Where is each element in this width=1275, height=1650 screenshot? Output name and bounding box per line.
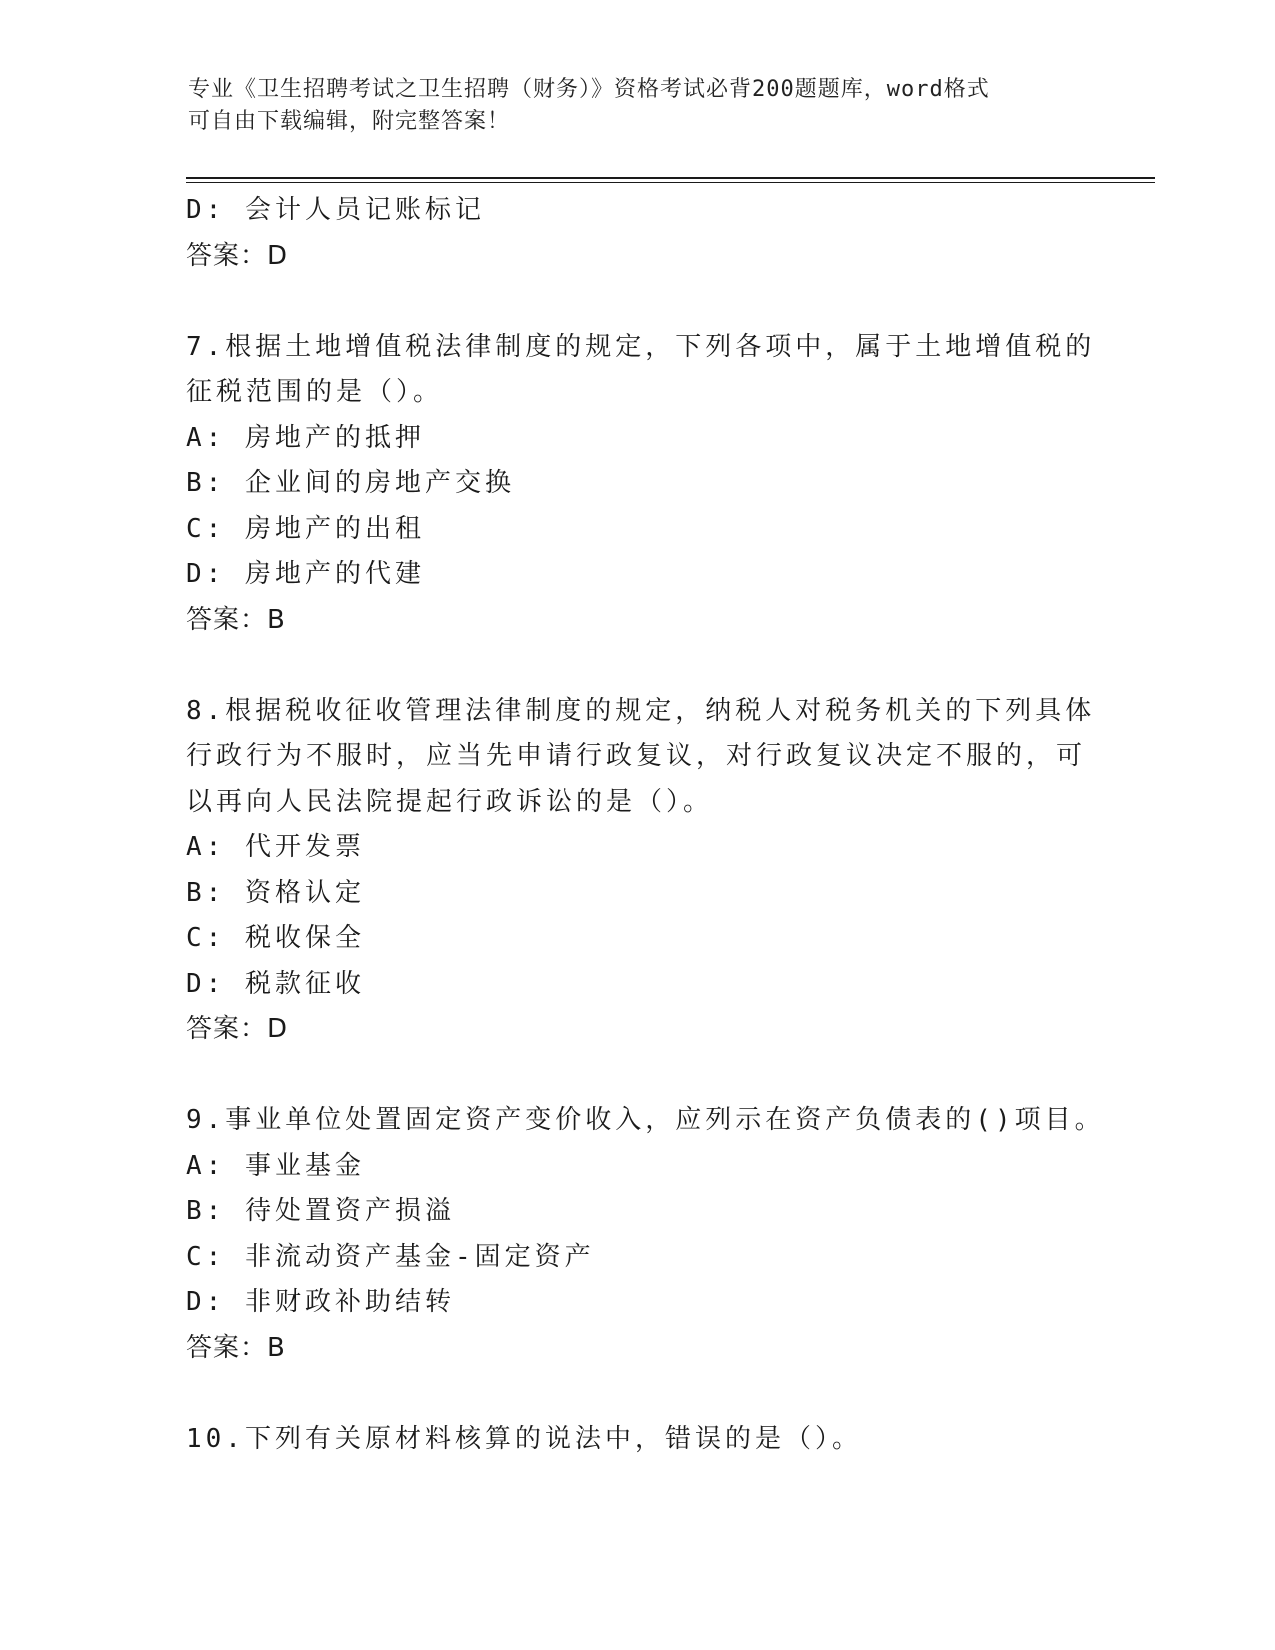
header-divider-thin xyxy=(186,182,1155,183)
question-text: 行政行为不服时，应当先申请行政复议，对行政复议决定不服的，可 xyxy=(186,741,1087,771)
answer-line: 答案：D xyxy=(186,1014,289,1044)
spacer xyxy=(186,643,1086,689)
option-c: C: 非流动资产基金-固定资产 xyxy=(186,1241,595,1272)
option-b: B: 待处置资产损溢 xyxy=(186,1196,455,1226)
spacer xyxy=(186,279,1086,325)
option-b: B: 资格认定 xyxy=(186,877,365,908)
question-block xyxy=(186,1098,1105,1371)
option-d: D: 非财政补助结转 xyxy=(186,1287,455,1317)
option-a: A: 房地产的抵押 xyxy=(186,422,425,453)
header-line-2: 可自由下载编辑，附完整答案！ xyxy=(188,109,511,134)
option-a: A: 代开发票 xyxy=(186,832,365,862)
option-c: C: 税收保全 xyxy=(186,923,365,953)
option-a: A: 事业基金 xyxy=(186,1150,365,1181)
header-line-1: 专业《卫生招聘考试之卫生招聘（财务）》资格考试必背200题题库，word格式 xyxy=(188,77,990,102)
option-d: D: 房地产的代建 xyxy=(186,559,425,589)
header-divider-thick xyxy=(186,177,1155,179)
option-d: D: 税款征收 xyxy=(186,968,365,999)
question-text: 征税范围的是（）。 xyxy=(186,377,444,407)
option-c: C: 房地产的出租 xyxy=(186,513,425,544)
document-header xyxy=(188,74,1068,138)
option-d: D: 会计人员记账标记 xyxy=(186,195,485,225)
question-text: 7.根据土地增值税法律制度的规定，下列各项中，属于土地增值税的 xyxy=(186,331,1096,362)
answer-line: 答案：B xyxy=(186,604,286,635)
question-block xyxy=(186,1417,1086,1463)
question-list xyxy=(186,188,1105,1462)
question-text: 8.根据税收征收管理法律制度的规定，纳税人对税务机关的下列具体 xyxy=(186,695,1096,726)
question-block xyxy=(186,689,1096,1053)
question-block xyxy=(186,188,1086,279)
spacer xyxy=(186,1053,1086,1099)
answer-line: 答案：B xyxy=(186,1332,286,1363)
question-text: 以再向人民法院提起行政诉讼的是（）。 xyxy=(186,786,714,817)
answer-line: 答案：D xyxy=(186,240,289,271)
spacer xyxy=(186,1371,1086,1417)
option-b: B: 企业间的房地产交换 xyxy=(186,468,515,498)
question-text: 10.下列有关原材料核算的说法中，错误的是（）。 xyxy=(186,1423,862,1454)
question-text: 9.事业单位处置固定资产变价收入，应列示在资产负债表的()项目。 xyxy=(186,1105,1105,1135)
question-block xyxy=(186,325,1096,644)
